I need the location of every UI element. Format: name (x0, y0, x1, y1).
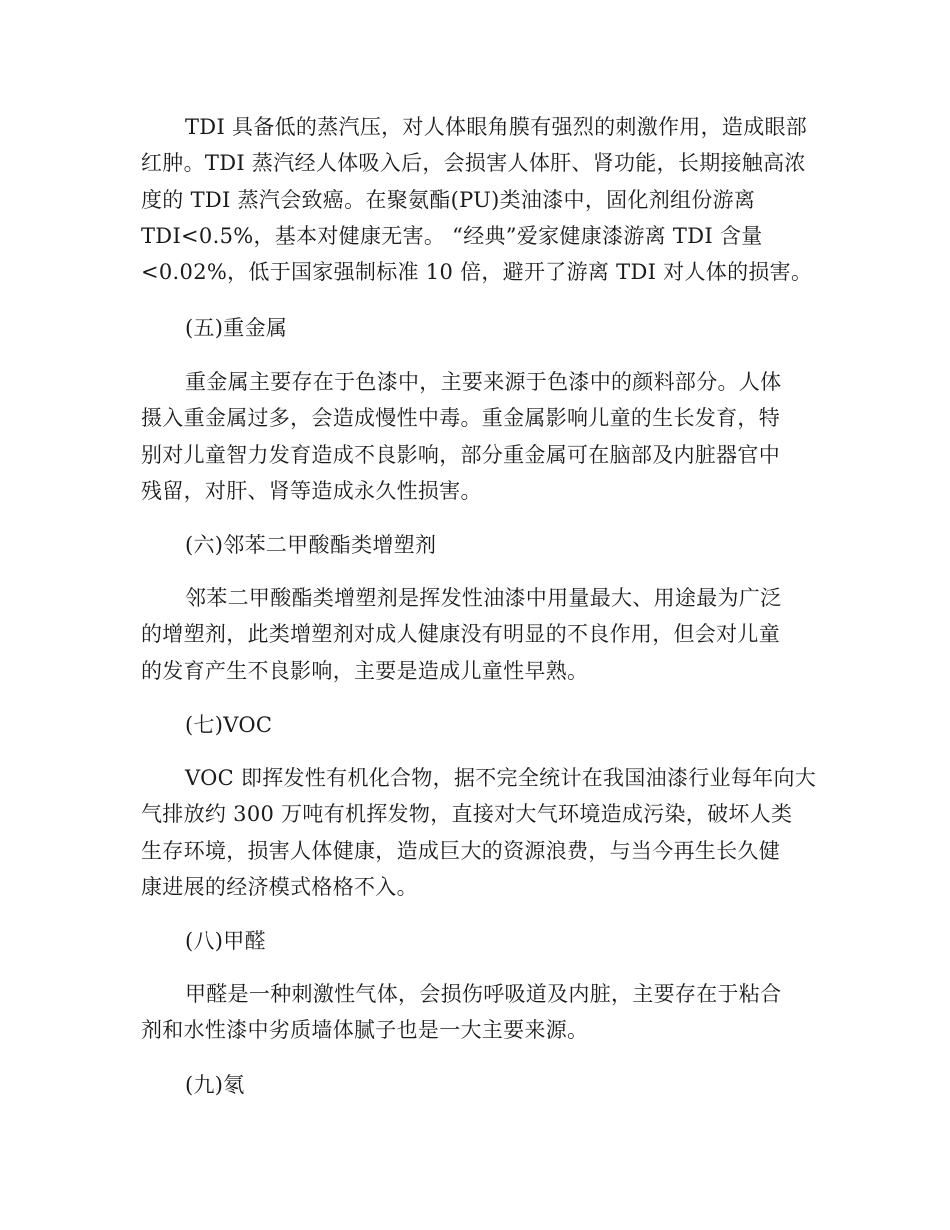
paragraph-line: 重金属主要存在于色漆中，主要来源于色漆中的颜料部分。人体 (185, 370, 782, 394)
section-heading-voc: (七)VOC (185, 713, 273, 737)
paragraph-line: 康进展的经济模式格格不入。 (141, 874, 418, 899)
paragraph-phthalate (141, 580, 811, 689)
paragraph-line: 的增塑剂，此类增塑剂对成人健康没有明显的不良作用，但会对儿童 (141, 622, 780, 647)
section-heading-radon: (九)氡 (185, 1073, 245, 1097)
paragraph-line: 的发育产生不良影响，主要是造成儿童性早熟。 (141, 658, 589, 683)
paragraph-line: 红肿。TDI 蒸汽经人体吸入后，会损害人体肝、肾功能，长期接触高浓 (141, 151, 806, 176)
paragraph-line: 别对儿童智力发育造成不良影响，部分重金属可在脑部及内脏器官中 (141, 442, 780, 467)
paragraph-line: 气排放约 300 万吨有机挥发物，直接对大气环境造成污染，破坏人类 (141, 802, 793, 827)
paragraph-line: 邻苯二甲酸酯类增塑剂是挥发性油漆中用量最大、用途最为广泛 (185, 586, 782, 610)
paragraph-line: VOC 即挥发性有机化合物，据不完全统计在我国油漆行业每年向大 (185, 766, 817, 790)
paragraph-formaldehyde (141, 976, 811, 1049)
paragraph-voc (141, 760, 817, 905)
paragraph-line: TDI 具备低的蒸汽压，对人体眼角膜有强烈的刺激作用，造成眼部 (185, 115, 808, 139)
section-heading-heavy-metal: (五)重金属 (185, 316, 288, 340)
paragraph-line: 摄入重金属过多，会造成慢性中毒。重金属影响儿童的生长发育，特 (141, 406, 780, 431)
paragraph-line: 残留，对肝、肾等造成永久性损害。 (141, 478, 482, 503)
section-heading-phthalate: (六)邻苯二甲酸酯类增塑剂 (185, 533, 437, 557)
paragraph-tdi (141, 109, 811, 290)
paragraph-line: TDI<0.5%，基本对健康无害。 “经典”爱家健康漆游离 TDI 含量 (141, 223, 763, 248)
paragraph-line: 度的 TDI 蒸汽会致癌。在聚氨酯(PU)类油漆中，固化剂组份游离 (141, 187, 756, 212)
paragraph-line: 剂和水性漆中劣质墙体腻子也是一大主要来源。 (141, 1018, 589, 1043)
section-heading-formaldehyde: (八)甲醛 (185, 929, 266, 953)
paragraph-heavy-metal (141, 364, 811, 509)
paragraph-line: 甲醛是一种刺激性气体，会损伤呼吸道及内脏，主要存在于粘合 (185, 982, 782, 1006)
paragraph-line: <0.02%，低于国家强制标准 10 倍，避开了游离 TDI 对人体的损害。 (141, 260, 813, 285)
paragraph-line: 生存环境，损害人体健康，造成巨大的资源浪费，与当今再生长久健 (141, 838, 780, 863)
